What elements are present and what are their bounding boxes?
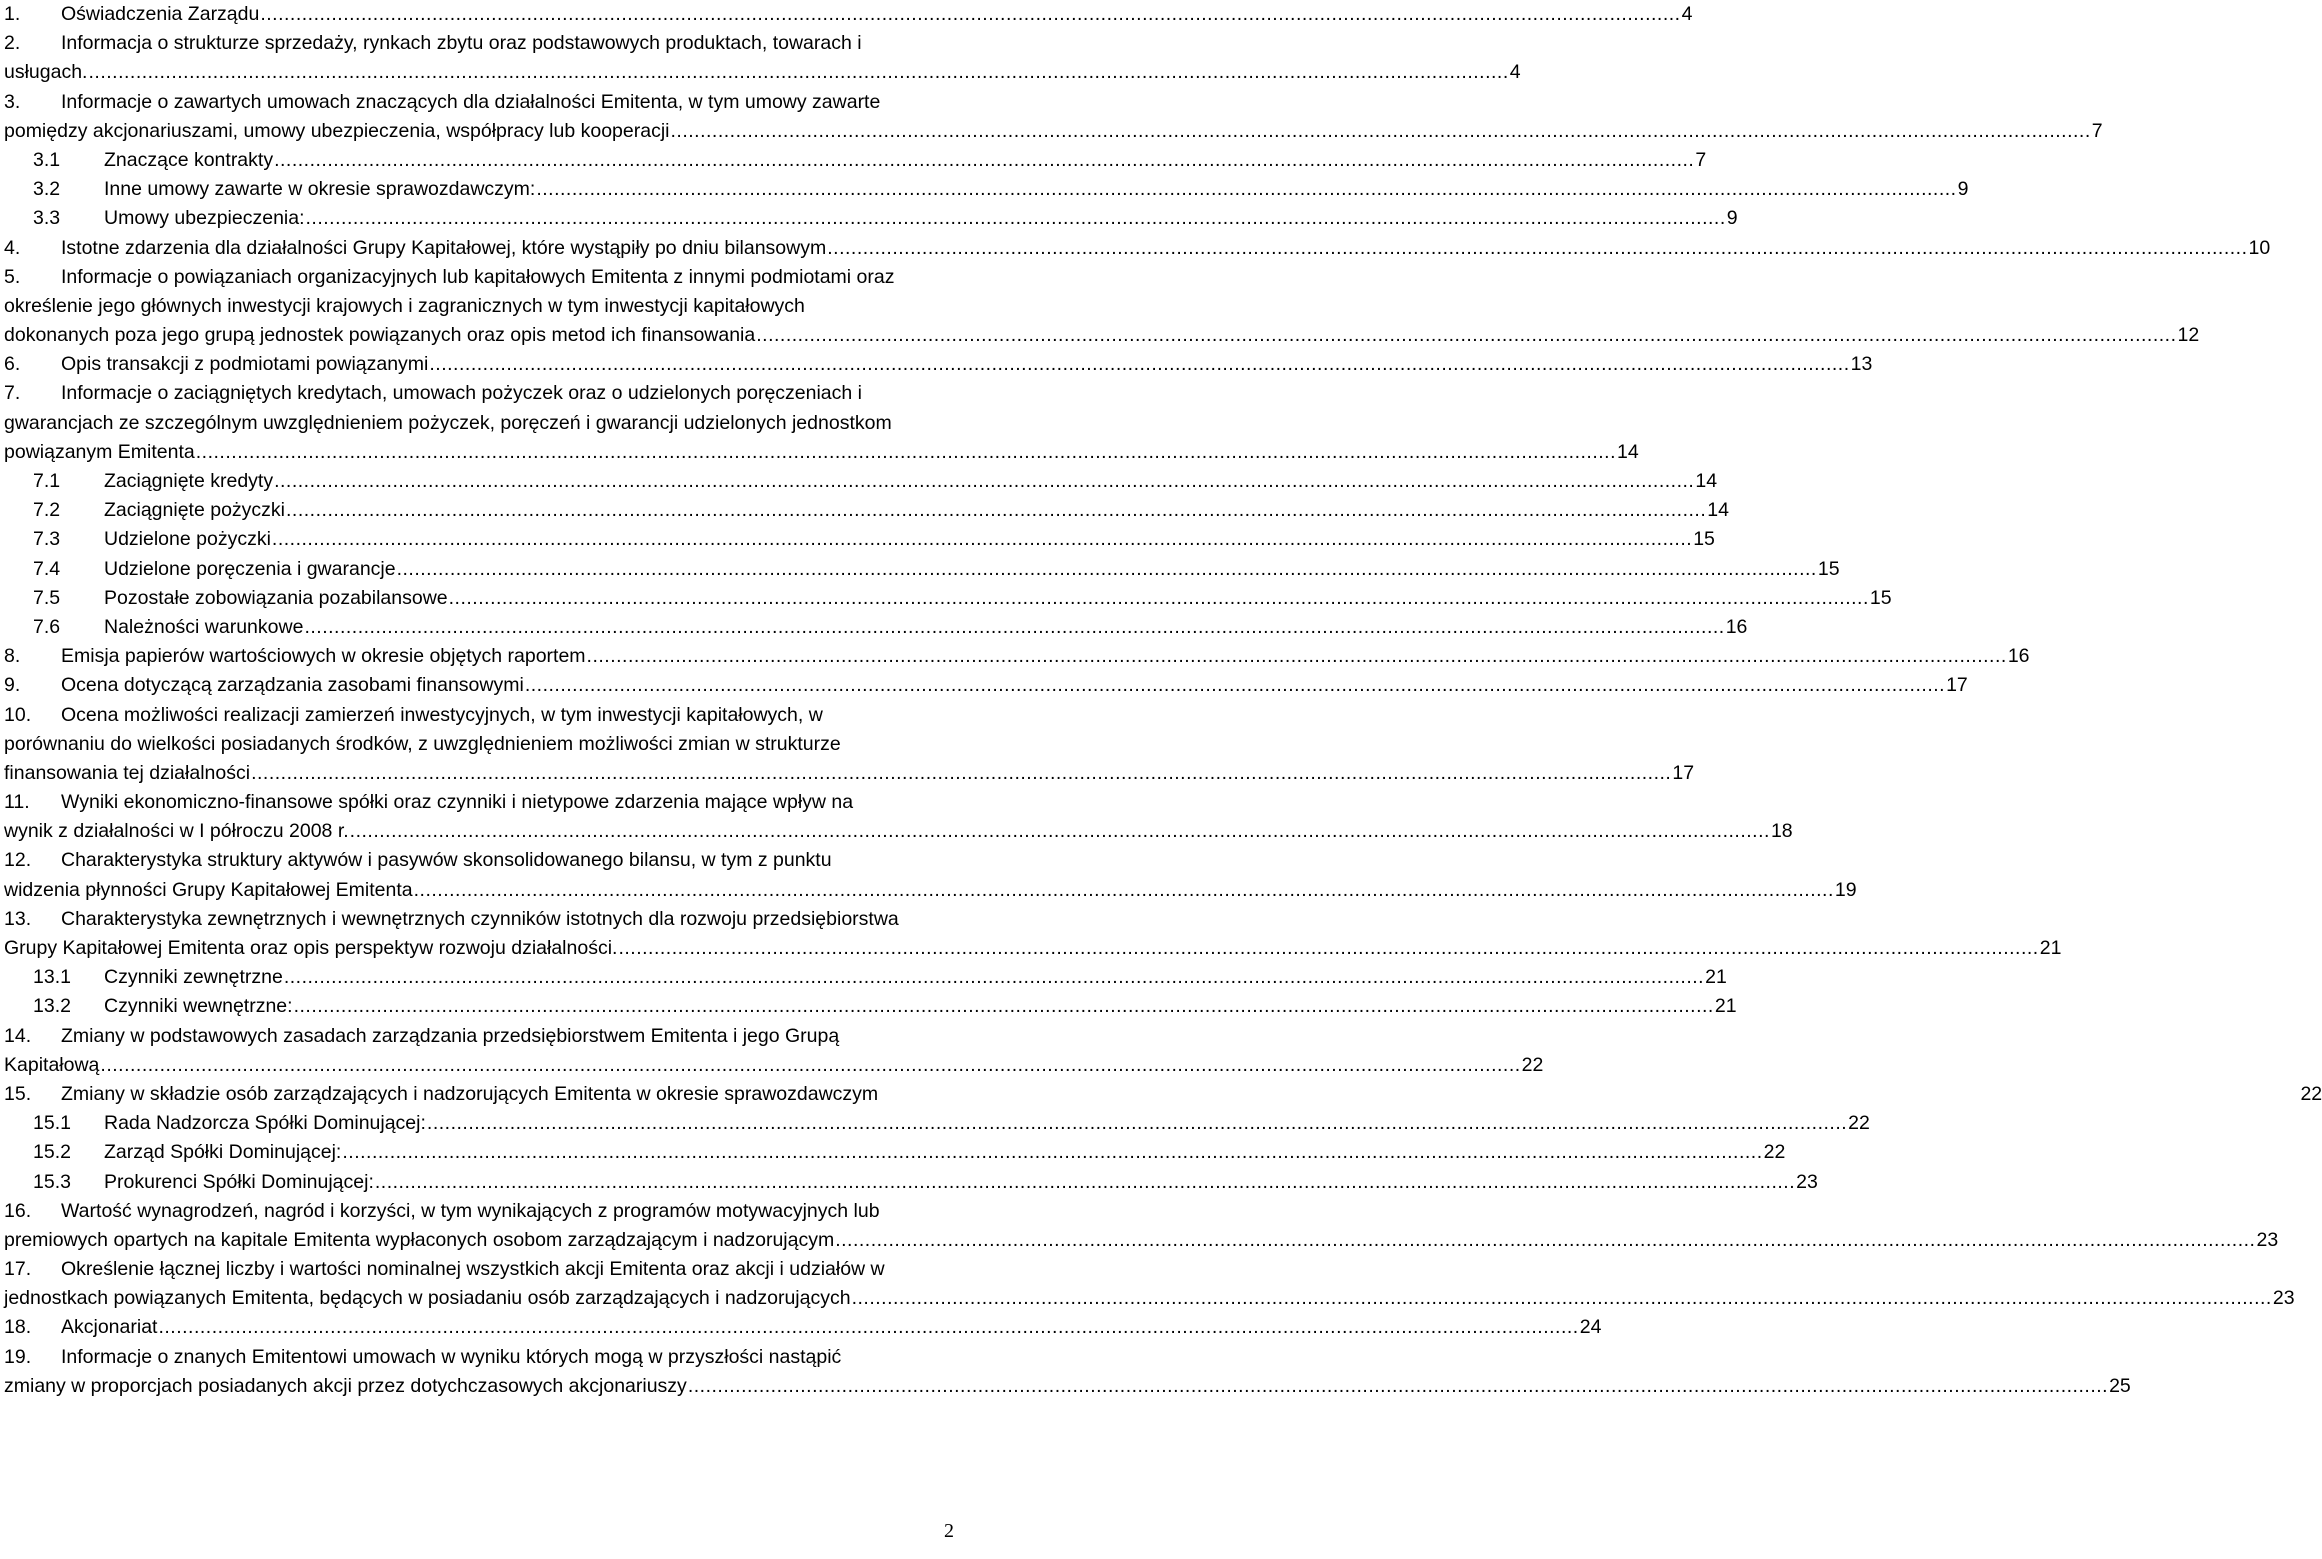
toc-line bbox=[4, 701, 956, 730]
toc-leader-dots bbox=[429, 350, 1849, 379]
toc-leader-dots bbox=[536, 175, 1956, 204]
toc-page-number: 23 bbox=[2272, 1287, 2295, 1310]
toc-entry[interactable] bbox=[4, 671, 1968, 700]
toc-page-number: 4 bbox=[1509, 61, 1521, 84]
toc-entry-number: 15.3 bbox=[33, 1170, 71, 1193]
toc-line bbox=[4, 905, 956, 934]
toc-page-number: 14 bbox=[1617, 440, 1639, 463]
toc-page-number: 14 bbox=[1695, 470, 1718, 492]
toc-line bbox=[4, 379, 956, 408]
toc-leader-dots bbox=[852, 1284, 2272, 1313]
toc-entry[interactable] bbox=[4, 992, 1737, 1021]
toc-entry-number: 17. bbox=[4, 1258, 32, 1281]
toc-entry-number: 13.2 bbox=[33, 995, 71, 1018]
toc-leader-dots bbox=[618, 934, 2038, 963]
toc-entry[interactable] bbox=[4, 1168, 1818, 1197]
toc-entry-number: 13.1 bbox=[33, 966, 71, 989]
toc-line bbox=[4, 409, 956, 438]
toc-line bbox=[4, 88, 956, 117]
toc-entry-number: 6. bbox=[4, 353, 21, 376]
toc-entry-title: wynik z działalności w I półroczu 2008 r. bbox=[4, 820, 349, 843]
toc-entry[interactable] bbox=[4, 175, 1969, 204]
page-number: 2 bbox=[944, 1520, 954, 1542]
toc-entry-number: 3. bbox=[4, 90, 21, 113]
toc-page-number: 15 bbox=[1869, 586, 1892, 609]
toc-entry-title: Opis transakcji z podmiotami powiązanymi bbox=[61, 353, 429, 376]
toc-entry[interactable] bbox=[4, 146, 1707, 175]
toc-entry-number: 7.1 bbox=[33, 470, 61, 492]
toc-entry-number: 16. bbox=[4, 1199, 32, 1222]
toc-entry-title: Zarząd Spółki Dominującej: bbox=[104, 1141, 342, 1164]
toc-leader-dots bbox=[756, 321, 2176, 350]
toc-entry[interactable] bbox=[4, 1197, 2279, 1255]
toc-entry[interactable] bbox=[4, 1080, 2322, 1109]
toc-entry-title: Należności warunkowe bbox=[104, 615, 304, 638]
toc-line bbox=[4, 525, 1715, 554]
toc-leader-dots bbox=[375, 1168, 1795, 1197]
table-of-contents bbox=[4, 0, 2322, 1401]
toc-entry[interactable] bbox=[4, 1313, 1602, 1342]
toc-entry-number: 8. bbox=[4, 645, 21, 668]
toc-entry-number: 7.4 bbox=[33, 557, 61, 580]
toc-leader-dots bbox=[587, 642, 2007, 671]
toc-entry[interactable] bbox=[4, 0, 1693, 29]
toc-leader-dots bbox=[397, 555, 1817, 584]
toc-page-number: 17 bbox=[1672, 761, 1695, 784]
toc-entry-title: premiowych opartych na kapitale Emitenta wypłaconych osobom zarządzającym i nadzorującym bbox=[4, 1228, 835, 1251]
toc-entry[interactable] bbox=[4, 29, 1521, 87]
toc-entry[interactable] bbox=[4, 88, 2103, 146]
toc-leader-dots bbox=[88, 58, 1508, 87]
toc-line bbox=[4, 730, 956, 759]
toc-entry-title: określenie jego głównych inwestycji krajowych i zagranicznych w tym inwestycji kapitałowych bbox=[4, 294, 805, 317]
toc-line bbox=[4, 1372, 2131, 1401]
toc-page-number: 7 bbox=[1695, 148, 1707, 171]
toc-line bbox=[4, 1343, 956, 1372]
toc-leader-dots bbox=[835, 1226, 2255, 1255]
toc-entry-title: Informacje o zawartych umowach znaczących dla działalności Emitenta, w tym umowy zawarte bbox=[61, 90, 881, 113]
toc-entry[interactable] bbox=[4, 963, 1727, 992]
toc-entry-title: Zaciągnięte pożyczki bbox=[104, 499, 286, 522]
toc-page-number: 24 bbox=[1579, 1316, 1602, 1339]
toc-entry-title: Umowy ubezpieczenia: bbox=[104, 207, 305, 230]
toc-line bbox=[4, 263, 956, 292]
toc-entry-title: Udzielone pożyczki bbox=[104, 528, 271, 551]
toc-entry-number: 4. bbox=[4, 236, 21, 259]
toc-page-number: 13 bbox=[1850, 353, 1873, 376]
toc-entry-number: 1. bbox=[4, 3, 21, 25]
toc-leader-dots bbox=[272, 525, 1692, 554]
toc-leader-dots bbox=[342, 1138, 1762, 1167]
toc-entry-number: 12. bbox=[4, 849, 32, 872]
toc-line bbox=[4, 29, 956, 58]
toc-entry-title: Oświadczenia Zarządu bbox=[61, 3, 260, 25]
toc-page-number: 9 bbox=[1726, 207, 1738, 230]
toc-page-number: 7 bbox=[2091, 119, 2103, 142]
toc-entry-number: 11. bbox=[4, 791, 30, 814]
toc-line bbox=[4, 1051, 1544, 1080]
toc-entry[interactable] bbox=[4, 701, 1695, 789]
toc-entry-title: Charakterystyka zewnętrznych i wewnętrznych czynników istotnych dla rozwoju przedsiębiorstwa bbox=[61, 907, 899, 930]
toc-entry-title: Informacje o zaciągniętych kredytach, umowach pożyczek oraz o udzielonych poręczeniach i bbox=[61, 382, 862, 405]
toc-line bbox=[4, 234, 2271, 263]
toc-entry-number: 5. bbox=[4, 265, 21, 288]
toc-entry-title: Czynniki wewnętrzne: bbox=[104, 995, 293, 1018]
toc-entry-title: Ocena możliwości realizacji zamierzeń inwestycyjnych, w tym inwestycji kapitałowych, w bbox=[61, 703, 823, 726]
toc-entry-title: Istotne zdarzenia dla działalności Grupy Kapitałowej, które wystąpiły po dniu bilansowym bbox=[61, 236, 827, 259]
toc-entry-title: pomiędzy akcjonariuszami, umowy ubezpieczenia, współpracy lub kooperacji bbox=[4, 119, 670, 142]
toc-line bbox=[4, 1022, 956, 1051]
toc-line bbox=[4, 788, 956, 817]
toc-line bbox=[4, 613, 1748, 642]
toc-page-number: 9 bbox=[1957, 178, 1969, 201]
toc-leader-dots bbox=[427, 1109, 1847, 1138]
toc-entry-title: usługach. bbox=[4, 61, 88, 84]
toc-entry-title: Kapitałową bbox=[4, 1053, 100, 1076]
toc-page-number: 25 bbox=[2109, 1374, 2131, 1397]
toc-entry-number: 7. bbox=[4, 382, 21, 405]
toc-page-number: 15 bbox=[1817, 557, 1840, 580]
toc-entry-title: finansowania tej działalności bbox=[4, 761, 251, 784]
toc-line bbox=[4, 963, 1727, 992]
toc-entry[interactable] bbox=[4, 350, 1873, 379]
toc-line bbox=[4, 671, 1968, 700]
toc-line bbox=[4, 321, 2200, 350]
toc-line bbox=[4, 555, 1840, 584]
toc-page-number: 22 bbox=[2300, 1082, 2322, 1105]
toc-line bbox=[4, 146, 1707, 175]
toc-leader-dots bbox=[158, 1313, 1578, 1342]
toc-line bbox=[4, 876, 1857, 905]
toc-leader-dots bbox=[284, 963, 1704, 992]
toc-page-number: 23 bbox=[1796, 1170, 1818, 1193]
toc-page-number: 15 bbox=[1693, 528, 1715, 551]
toc-entry-number: 9. bbox=[4, 674, 21, 697]
toc-entry[interactable] bbox=[4, 788, 1793, 846]
toc-line bbox=[4, 1197, 956, 1226]
toc-line bbox=[4, 58, 1521, 87]
toc-entry-number: 14. bbox=[4, 1024, 32, 1047]
toc-entry-title: Czynniki zewnętrzne bbox=[104, 966, 283, 989]
toc-page-number: 16 bbox=[1725, 615, 1748, 638]
toc-entry-title: Charakterystyka struktury aktywów i pasywów skonsolidowanego bilansu, w tym z punktu bbox=[61, 849, 832, 872]
toc-leader-dots bbox=[306, 204, 1726, 233]
toc-entry-title: Określenie łącznej liczby i wartości nominalnej wszystkich akcji Emitenta oraz akcji i udziałów w bbox=[61, 1258, 885, 1281]
toc-entry-number: 18. bbox=[4, 1316, 32, 1339]
toc-entry-title: Grupy Kapitałowej Emitenta oraz opis perspektyw rozwoju działalności. bbox=[4, 937, 618, 959]
toc-line bbox=[4, 759, 1695, 788]
toc-page-number: 18 bbox=[1770, 820, 1793, 843]
toc-leader-dots bbox=[304, 613, 1724, 642]
toc-page-number: 21 bbox=[1714, 995, 1737, 1018]
toc-entry-number: 10. bbox=[4, 703, 32, 726]
toc-entry[interactable] bbox=[4, 467, 1718, 496]
toc-leader-dots bbox=[100, 1051, 1520, 1080]
toc-entry-title: dokonanych poza jego grupą jednostek powiązanych oraz opis metod ich finansowania bbox=[4, 324, 756, 347]
toc-entry-title: Informacje o znanych Emitentowi umowach w wyniku których mogą w przyszłości nastąpić bbox=[61, 1345, 842, 1368]
toc-page-number: 16 bbox=[2007, 645, 2030, 668]
toc-line bbox=[4, 584, 1892, 613]
toc-line bbox=[4, 992, 1737, 1021]
toc-entry-number: 7.5 bbox=[33, 586, 61, 609]
toc-page-number: 21 bbox=[1705, 966, 1727, 989]
toc-line bbox=[4, 1138, 1786, 1167]
toc-entry-title: Prokurenci Spółki Dominującej: bbox=[104, 1170, 374, 1193]
toc-line bbox=[4, 175, 1969, 204]
toc-entry[interactable] bbox=[4, 525, 1715, 554]
toc-entry-title: Wartość wynagrodzeń, nagród i korzyści, w tym wynikających z programów motywacyjnych lub bbox=[61, 1199, 880, 1222]
toc-entry-title: Akcjonariat bbox=[61, 1316, 158, 1339]
toc-entry[interactable] bbox=[4, 1138, 1786, 1167]
toc-leader-dots bbox=[688, 1372, 2108, 1401]
toc-line bbox=[4, 438, 1639, 467]
toc-entry[interactable] bbox=[4, 1022, 1544, 1080]
toc-entry[interactable] bbox=[4, 379, 1639, 467]
toc-leader-dots bbox=[294, 992, 1714, 1021]
toc-entry-number: 3.1 bbox=[33, 148, 61, 171]
toc-entry[interactable] bbox=[4, 234, 2271, 263]
toc-leader-dots bbox=[286, 496, 1706, 525]
toc-line bbox=[4, 117, 2103, 146]
toc-line bbox=[4, 1080, 2322, 1109]
toc-page-number: 14 bbox=[1707, 499, 1729, 522]
toc-line bbox=[4, 467, 1718, 496]
toc-line bbox=[4, 846, 956, 875]
toc-page-number: 22 bbox=[1521, 1053, 1544, 1076]
toc-line bbox=[4, 1226, 2279, 1255]
toc-line bbox=[4, 350, 1873, 379]
toc-leader-dots bbox=[350, 817, 1770, 846]
toc-entry[interactable] bbox=[4, 642, 2030, 671]
toc-entry-number: 15. bbox=[4, 1082, 32, 1105]
toc-entry[interactable] bbox=[4, 1343, 2131, 1401]
toc-entry-title: zmiany w proporcjach posiadanych akcji przez dotychczasowych akcjonariuszy bbox=[4, 1374, 687, 1397]
toc-entry-title: Rada Nadzorcza Spółki Dominującej: bbox=[104, 1112, 426, 1135]
toc-entry-title: jednostkach powiązanych Emitenta, będących w posiadaniu osób zarządzających i nadzorujących bbox=[4, 1287, 851, 1310]
toc-line bbox=[4, 292, 956, 321]
toc-entry-number: 13. bbox=[4, 907, 32, 930]
toc-entry-title: Ocena dotyczącą zarządzania zasobami finansowymi bbox=[61, 674, 524, 697]
toc-entry-title: Zaciągnięte kredyty bbox=[104, 470, 274, 492]
toc-entry-title: porównaniu do wielkości posiadanych środków, z uwzględnieniem możliwości zmian w strukturze bbox=[4, 732, 841, 755]
toc-line bbox=[4, 1109, 1870, 1138]
toc-entry-number: 7.2 bbox=[33, 499, 61, 522]
toc-entry[interactable] bbox=[4, 263, 2200, 351]
toc-leader-dots bbox=[196, 438, 1616, 467]
toc-entry-title: Inne umowy zawarte w okresie sprawozdawczym: bbox=[104, 178, 536, 201]
toc-entry-title: Pozostałe zobowiązania pozabilansowe bbox=[104, 586, 448, 609]
toc-line bbox=[4, 817, 1793, 846]
toc-entry-number: 7.6 bbox=[33, 615, 61, 638]
toc-entry-title: Udzielone poręczenia i gwarancje bbox=[104, 557, 396, 580]
toc-entry-title: Informacja o strukturze sprzedaży, rynkach zbytu oraz podstawowych produktach, towarach i bbox=[61, 32, 862, 55]
toc-leader-dots bbox=[671, 117, 2091, 146]
toc-line bbox=[4, 204, 1738, 233]
toc-entry-title: Informacje o powiązaniach organizacyjnych lub kapitałowych Emitenta z innymi podmiotami oraz bbox=[61, 265, 895, 288]
toc-entry[interactable] bbox=[4, 905, 2062, 963]
toc-page-number: 22 bbox=[1848, 1112, 1870, 1135]
toc-page-number: 12 bbox=[2177, 324, 2200, 347]
toc-entry[interactable] bbox=[4, 204, 1738, 233]
toc-entry-title: widzenia płynności Grupy Kapitałowej Emitenta bbox=[4, 878, 413, 901]
toc-entry[interactable] bbox=[4, 613, 1748, 642]
toc-entry-title: Zmiany w podstawowych zasadach zarządzania przedsiębiorstwem Emitenta i jego Grupą bbox=[61, 1024, 840, 1047]
toc-page-number: 21 bbox=[2039, 937, 2062, 959]
toc-leader-dots bbox=[274, 467, 1694, 496]
toc-entry[interactable] bbox=[4, 496, 1729, 525]
toc-leader-dots bbox=[260, 0, 1680, 29]
toc-leader-dots bbox=[449, 584, 1869, 613]
toc-entry[interactable] bbox=[4, 584, 1892, 613]
toc-entry-number: 19. bbox=[4, 1345, 32, 1368]
toc-line bbox=[4, 0, 1693, 29]
toc-entry-number: 7.3 bbox=[33, 528, 61, 551]
toc-line bbox=[4, 642, 2030, 671]
toc-entry[interactable] bbox=[4, 846, 1857, 904]
toc-page-number: 17 bbox=[1946, 674, 1968, 697]
toc-entry-number: 2. bbox=[4, 32, 21, 55]
toc-line bbox=[4, 1313, 1602, 1342]
toc-page-number: 19 bbox=[1834, 878, 1857, 901]
toc-entry-number: 15.1 bbox=[33, 1112, 71, 1135]
toc-entry-number: 3.3 bbox=[33, 207, 61, 230]
toc-entry-title: Znaczące kontrakty bbox=[104, 148, 274, 171]
toc-line bbox=[4, 1255, 956, 1284]
toc-entry[interactable] bbox=[4, 1255, 2295, 1313]
toc-page-number: 10 bbox=[2248, 236, 2271, 259]
toc-leader-dots bbox=[827, 234, 2247, 263]
toc-page-number: 23 bbox=[2256, 1228, 2279, 1251]
toc-entry-title: powiązanym Emitenta bbox=[4, 440, 195, 463]
toc-entry-title: Emisja papierów wartościowych w okresie objętych raportem bbox=[61, 645, 586, 668]
toc-leader-dots bbox=[274, 146, 1694, 175]
toc-entry[interactable] bbox=[4, 555, 1840, 584]
toc-page-number: 4 bbox=[1681, 3, 1693, 25]
toc-entry-title: Zmiany w składzie osób zarządzających i nadzorujących Emitenta w okresie sprawozdawczym bbox=[61, 1082, 879, 1105]
toc-leader-dots bbox=[251, 759, 1671, 788]
toc-page-number: 22 bbox=[1763, 1141, 1786, 1164]
toc-entry[interactable] bbox=[4, 1109, 1870, 1138]
toc-entry-title: Wyniki ekonomiczno-finansowe spółki oraz czynniki i nietypowe zdarzenia mające wpływ na bbox=[61, 791, 854, 814]
toc-entry-number: 3.2 bbox=[33, 178, 61, 201]
toc-line bbox=[4, 1284, 2295, 1313]
toc-leader-dots bbox=[525, 671, 1945, 700]
toc-line bbox=[4, 934, 2062, 963]
toc-line bbox=[4, 1168, 1818, 1197]
toc-entry-number: 15.2 bbox=[33, 1141, 71, 1164]
toc-leader-dots bbox=[414, 876, 1834, 905]
toc-entry-title: gwarancjach ze szczególnym uwzględnieniem pożyczek, poręczeń i gwarancji udzielonych jednostkom bbox=[4, 411, 892, 434]
toc-line bbox=[4, 496, 1729, 525]
